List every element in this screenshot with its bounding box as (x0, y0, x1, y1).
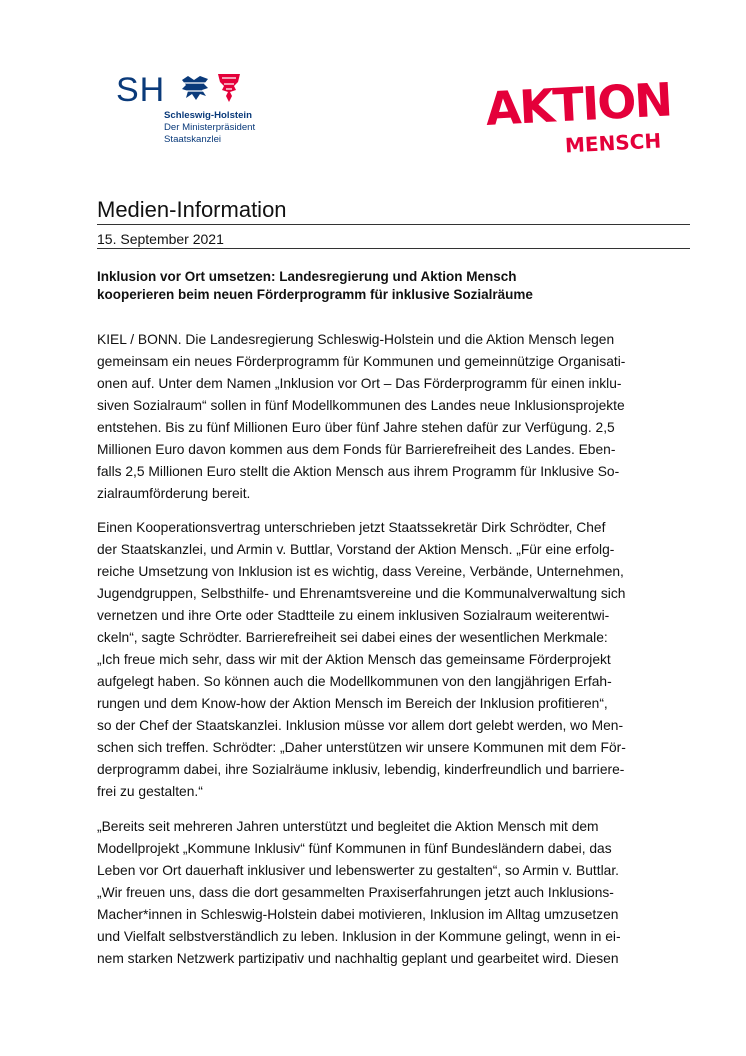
text-line: vernetzen und ihre Orte oder Stadtteile zu einem inklusiven Sozialraum weiterentwi- (97, 608, 610, 623)
text-line: aufgelegt haben. So können auch die Modellkommunen von den langjährigen Erfah- (97, 674, 612, 689)
text-line: ckeln“, sagte Schrödter. Barrierefreiheit sei dabei eines der wesentlichen Merkmale: (97, 630, 608, 645)
lion-icon (180, 74, 210, 102)
text-line: reiche Umsetzung von Inklusion ist es wichtig, dass Vereine, Verbände, Unternehmen, (97, 564, 624, 579)
text-line: „Wir freuen uns, dass die dort gesammelten Praxiserfahrungen jetzt auch Inklusions- (97, 885, 614, 900)
press-headline (97, 268, 697, 304)
text-line: Modellprojekt „Kommune Inklusiv“ fünf Kommunen in fünf Bundesländern dabei, das (97, 841, 612, 856)
body-paragraph-2 (97, 517, 697, 803)
sh-logo-department: Staatskanzlei (164, 134, 222, 145)
text-line: Jugendgruppen, Selbsthilfe- und Ehrenamtsvereine und die Kommunalverwaltung sich (97, 586, 626, 601)
text-line: „Bereits seit mehreren Jahren unterstützt und begleitet die Aktion Mensch mit dem (97, 819, 599, 834)
text-line: Millionen Euro davon kommen aus dem Fonds für Barrierefreiheit des Landes. Eben- (97, 442, 616, 457)
text-line: entstehen. Bis zu fünf Millionen Euro über fünf Jahre stehen dafür zur Verfügung. 2,5 (97, 420, 615, 435)
document-date: 15. September 2021 (97, 231, 224, 247)
text-line: Einen Kooperationsvertrag unterschrieben jetzt Staatssekretär Dirk Schrödter, Chef (97, 520, 606, 535)
text-line: KIEL / BONN. Die Landesregierung Schleswig-Holstein und die Aktion Mensch legen (97, 332, 615, 347)
text-line: so der Chef der Staatskanzlei. Inklusion müsse vor allem dort gelebt werden, wo Men- (97, 718, 624, 733)
text-line: der Staatskanzlei, und Armin v. Buttlar, Vorstand der Aktion Mensch. „Für eine erfolg- (97, 542, 615, 557)
date-divider (97, 248, 690, 249)
title-divider (97, 224, 690, 225)
body-paragraph-1 (97, 329, 697, 505)
text-line: falls 2,5 Millionen Euro stellt die Aktion Mensch aus ihrem Programm für Inklusive So- (97, 464, 620, 479)
text-line: und Vielfalt selbstverständlich zu leben. Inklusion in der Kommune gelingt, wenn in ei- (97, 929, 621, 944)
aktion-mensch-logo-word1: AKTION (484, 72, 673, 136)
text-line: onen auf. Unter dem Namen „Inklusion vor Ort – Das Förderprogramm für einen inklu- (97, 376, 622, 391)
text-line: derprogramm dabei, ihre Sozialräume inklusiv, lebendig, kinderfreundlich und barriere- (97, 762, 625, 777)
text-line: rungen und dem Know-how der Aktion Mensch im Bereich der Inklusion profitieren“, (97, 696, 608, 711)
text-line: zialraumförderung bereit. (97, 486, 251, 501)
aktion-mensch-logo (484, 72, 673, 164)
document-title: Medien-Information (97, 197, 287, 222)
sh-logo-state: Schleswig-Holstein (164, 110, 252, 121)
headline-line: kooperieren beim neuen Förderprogramm für inklusive Sozialräume (97, 287, 533, 302)
sh-logo (116, 70, 316, 160)
text-line: gemeinsam ein neues Förderprogramm für Kommunen und gemeinnützige Organisati- (97, 354, 626, 369)
sh-logo-letters: SH (116, 71, 166, 109)
sh-logo-office: Der Ministerpräsident (164, 122, 256, 133)
text-line: nem starken Netzwerk partizipativ und nachhaltig geplant und gearbeitet wird. Diesen (97, 951, 619, 966)
body-paragraph-3 (97, 816, 697, 970)
text-line: frei zu gestalten.“ (97, 784, 203, 799)
text-line: Macher*innen in Schleswig-Holstein dabei motivieren, Inklusion im Alltag umzusetzen (97, 907, 619, 922)
text-line: Leben vor Ort dauerhaft inklusiver und lebenswerter zu gestalten“, so Armin v. Buttlar. (97, 863, 619, 878)
text-line: schen sich treffen. Schrödter: „Daher unterstützen wir unsere Kommunen mit dem För- (97, 740, 626, 755)
headline-line: Inklusion vor Ort umsetzen: Landesregierung und Aktion Mensch (97, 269, 517, 284)
nettle-leaf-icon (216, 72, 242, 104)
text-line: „Ich freue mich sehr, dass wir mit der Aktion Mensch das gemeinsame Förderprojekt (97, 652, 611, 667)
aktion-mensch-logo-word2: MENSCH (564, 128, 662, 158)
text-line: siven Sozialraum“ sollen in fünf Modellkommunen des Landes neue Inklusionsprojekte (97, 398, 625, 413)
